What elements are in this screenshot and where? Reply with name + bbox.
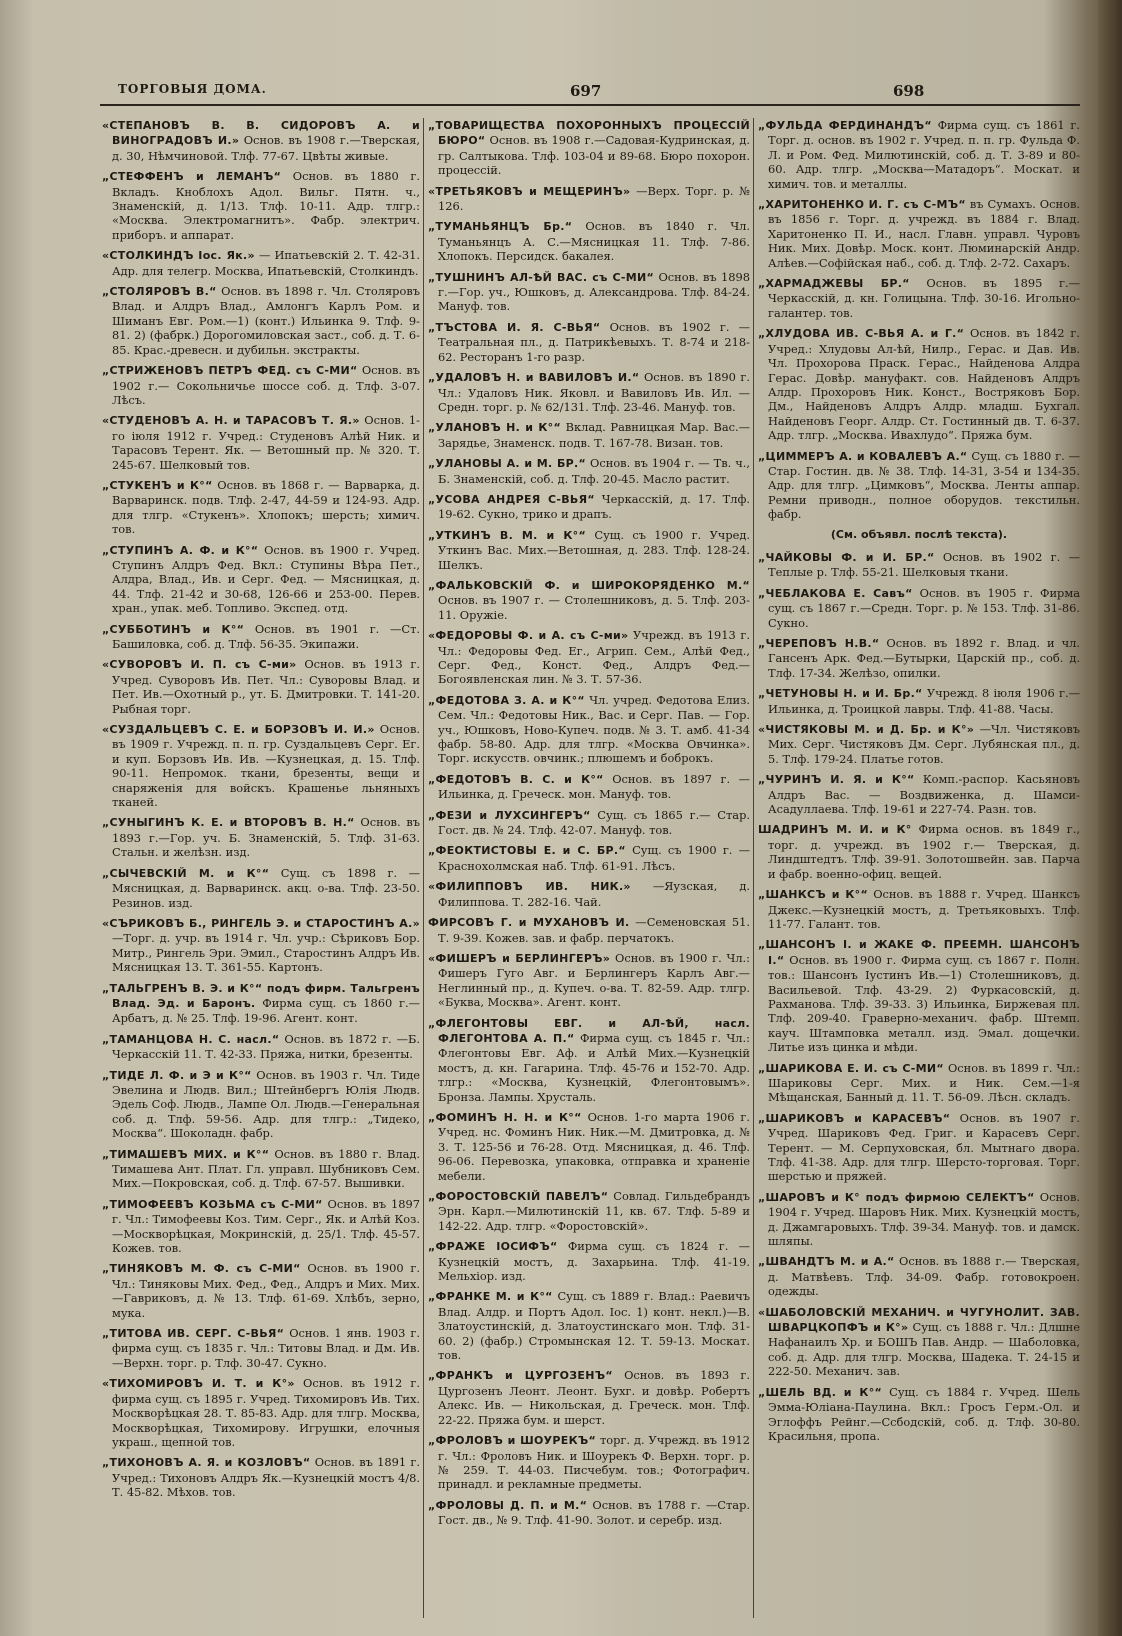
firm-details: Основ. въ 1900 г. Учред. Ступинъ Алдръ Фед. Вкл.: Ступины Вѣра Пет., Алдра, Влад., Ив. и Серг. Фед. — Мясницкая, д. 44. Тлф. 21-42 и 30-68, 126-66 и 253-00. Перев. хран., упак. меб. Топливо. Экспед. отд. [112,542,420,616]
directory-entry [102,722,420,809]
firm-details: —Торг. д. учр. въ 1914 г. Чл. учр.: Сѣриковъ Бор. Митр., Рингель Эри. Эмил., Старостинъ Алдръ Ив. Мясницкая 13. Т. 361-55. Картонъ. [112,931,420,975]
firm-name: „ТАЛЬГРЕНЪ В. Э. и К°“ подъ фирм. Тальгренъ Влад. Эд. и Баронъ. [102,981,420,1010]
firm-details: Основ. въ 1897 г. Чл.: Тимофеевы Коз. Тим. Серг., Як. и Алѣй Коз.—Москворѣцкая, Мокринскій, д. 25/1. Тлф. 45-57. Кожев. тов. [112,1196,420,1256]
directory-entry [428,528,750,572]
directory-entry [428,808,750,838]
directory-entry [428,951,750,1010]
firm-name: «ФЕДОРОВЫ Ф. и А. съ С-ми» [428,629,629,643]
firm-details: Сущ. съ 1900 г. —Краснохолмская наб. Тлф. 61-91. Лѣсъ. [438,843,750,873]
directory-entry [758,1111,1080,1184]
firm-details: Комп.-распор. Касьяновъ Алдръ Вас. — Воздвиженка, д. Шамси-Асадуллаева. Тлф. 19-61 и 227-74. Разн. тов. [768,772,1080,817]
directory-entry [102,413,420,472]
firm-name: „ХАРМАДЖЕВЫ БР.“ [758,277,910,291]
firm-details: Сущ. съ 1898 г. —Мясницкая, д. Варваринск. акц. о-ва. Тлф. 23-50. Резинов. изд. [112,865,420,910]
firm-details: Основ. въ 1895 г.— Черкасскій, д. кн. Голицына. Тлф. 30-16. Игольно-галантер. тов. [768,276,1080,320]
firm-details: Основ. въ 1840 г. Чл. Туманьянцъ А. С.—Мясницкая 11. Тлф. 7-86. Хлопокъ. Персидск. бакалея. [438,219,750,264]
firm-name: „ТИХОНОВЪ А. Я. и КОЗЛОВЪ“ [102,1456,311,1470]
firm-details: Основ. въ 1898 г. Чл. Столяровъ Влад. и Алдръ Влад., Амлонгъ Карлъ Ром. и Шиманъ Евг. Ром.—1) (конт.) Ильинка 9. Тлф. 9-81. 2) (фабрк.) Дорогомиловская заст., соб. д. Т. 6-85. Крас.-древесн. и дубильн. экстракты. [112,284,420,357]
firm-details: Совлад. Гильдебрандъ Эрн. Карл.—Милютинскій 11, кв. 67. Тлф. 5-89 и 142-22. Адр. тлгр. «Форостовскій». [438,1189,750,1233]
directory-entry [102,118,420,163]
firm-details: Основ. въ 1893 г. Цургозенъ Леонт. Леонт. Бухг. и довѣр. Робертъ Алекс. Ив. — Никольская, д. Греческ. мон. Тлф. 22-22. Пряжа бум. и шерст. [438,1368,750,1427]
firm-details: Основ. въ 1900 г. Чл.: Фишеръ Гуго Авг. и Берлингеръ Карлъ Авг.— Неглинный пр., д. Купеч. о-ва. Т. 82-59. Адр. тлгр. «Буква, Москва». Агент. конт. [438,950,750,1010]
directory-entry [428,1189,750,1233]
firm-name: «ТРЕТЬЯКОВЪ и МЕЩЕРИНЪ» [428,184,631,198]
firm-name: „ФЕДОТОВА З. А. и К°“ [428,693,585,707]
directory-entry [428,118,750,178]
firm-details: Основ. въ 1904 г. — Тв. ч., Б. Знаменскій, соб. д. Тлф. 20-45. Масло растит. [438,456,750,486]
firm-details: Сущ. съ 1880 г. — Стар. Гостин. дв. № 38. Тлф. 14-31, 3-54 и 134-35. Адр. для тлгр. „Цимковъ“, Москва. Ленты аппар. Ремни приводн., полное оборудов. текстильн. фабр. [768,448,1080,522]
firm-name: ФИРСОВЪ Г. и МУХАНОВЪ И. [428,916,630,930]
directory-entry [758,276,1080,320]
directory-entry [102,169,420,242]
directory-entry [428,578,750,622]
firm-name: „ТИДЕ Л. Ф. и Э и К°“ [102,1068,252,1082]
firm-details: Основ. въ 1892 г. Влад. и чл. Гансенъ Арк. Фед.—Бутырки, Царскій пр., соб. д. Тлф. 17-34. Желѣзо, опилки. [768,636,1080,680]
page-number-right: 698 [893,82,925,100]
firm-name: „ХАРИТОНЕНКО И. Г. съ С-МЪ“ [758,198,966,212]
firm-name: „ТУШНИНЪ АЛ-ѢЙ ВАС. съ С-МИ“ [428,270,655,284]
firm-details: Фирма сущ. съ 1860 г.—Арбатъ, д. № 25. Тлф. 19-96. Агент. конт. [112,995,420,1026]
firm-details: Основ. 1904 г. Учред. Шаровъ Ник. Мих. Кузнецкій мостъ, д. Джамгаровыхъ. Тлф. 39-34. Мануф. тов. и дамск. шляпы. [768,1189,1080,1249]
firm-name: „ФРАНКЕ М. и К°“ [428,1290,553,1304]
firm-name: „ТИМАШЕВЪ МИХ. и К°“ [102,1147,270,1161]
firm-name: „СТРИЖЕНОВЪ ПЕТРЪ ФЕД. съ С-МИ“ [102,364,358,378]
firm-name: «ТИХОМИРОВЪ И. Т. и К°» [102,1377,295,1391]
firm-name: «СУВОРОВЪ И. П. съ С-ми» [102,658,297,672]
firm-name: „ТАМАНЦОВА Н. С. насл.“ [102,1032,280,1046]
firm-name: „ЧЕБЛАКОВА Е. Савъ“ [758,586,913,600]
firm-name: „ТОВАРИЩЕСТВА ПОХОРОННЫХЪ ПРОЦЕССІЙ БЮРО“ [428,119,750,148]
directory-entry [102,478,420,537]
directory-entry [428,420,750,450]
firm-name: «СУЗДАЛЬЦЕВЪ С. Е. и БОРЗОВЪ И. И.» [102,723,375,737]
firm-name: „ФРАЖЕ ІОСИФЪ“ [428,1240,558,1254]
directory-entry [758,636,1080,680]
directory-entry [758,887,1080,931]
firm-details: Фирма сущ. съ 1824 г. —Кузнецкій мостъ, д. Захарьина. Тлф. 41-19. Мельхіор. изд. [438,1239,750,1284]
directory-entry [758,1061,1080,1105]
firm-name: „ШАНСОНЪ І. и ЖАКЕ Ф. ПРЕЕМН. ШАНСОНЪ І.“ [758,938,1080,967]
firm-name: ШАДРИНЪ М. И. и К° [758,823,912,837]
directory-entry [102,1032,420,1062]
firm-name: „УТКИНЪ В. М. и К°“ [428,528,586,542]
firm-name: „УЛАНОВЫ А. и М. БР.“ [428,457,587,471]
firm-details: Основ. въ 1888 г. Учред. Шанксъ Джекс.—Кузнецкій мостъ, д. Третьяковыхъ. Тлф. 11-77. Галант. тов. [768,887,1080,931]
directory-entry [428,1239,750,1283]
firm-name: «ЧИСТЯКОВЫ М. и Д. Бр. и К°» [758,723,975,737]
firm-name: „ТИТОВА ИВ. СЕРГ. С-ВЬЯ“ [102,1327,285,1341]
firm-name: «СТОЛКИНДЪ Іос. Як.» [102,249,255,263]
column-divider [753,118,754,1618]
directory-entry [428,456,750,486]
firm-name: „УДАЛОВЪ Н. и ВАВИЛОВЪ И.“ [428,371,640,385]
firm-name: „УЛАНОВЪ Н. и К°“ [428,421,562,435]
firm-details: Основ. 1-го іюля 1912 г. Учред.: Студеновъ Алѣй Ник. и Тарасовъ Терент. Як. — Ветошный пр. № 320. Т. 245-67. Шелковый тов. [112,413,420,472]
firm-name: „ФЕОКТИСТОВЫ Е. и С. БР.“ [428,844,626,858]
firm-name: „ФАЛЬКОВСКІЙ Ф. и ШИРОКОРЯДЕНКО М.“ [428,578,750,592]
firm-details: въ Сумахъ. Основ. въ 1856 г. Торг. д. учрежд. въ 1884 г. Влад. Харитоненко П. И., насл. Главн. управл. Чуровъ Ник. Мих. Довѣр. Моск. конт. Люминарскій Андр. Алѣев.—Софійская наб., соб. д. Тлф. 2-72. Сахаръ. [768,197,1080,270]
firm-details: Основ. въ 1900 г. Фирма сущ. съ 1867 г. Полн. тов.: Шансонъ Іустинъ Ив.—1) Столешниковъ, д. Васильевой. Тлф. 43-29. 2) Фуркасовскій, д. Рахманова. Тлф. 39-33. 3) Ильинка, Биржевая пл. Тлф. 209-40. Граверно-механич. фабр. Штемп. кауч. Штамповка металл. изд. Эмал. дощечки. Литье изъ цинка и мѣди. [768,952,1080,1055]
page-number-left: 697 [570,82,602,100]
firm-details: Вклад. Равницкая Мар. Вас.—Зарядье, Знаменск. подв. Т. 167-78. Визан. тов. [438,420,750,450]
firm-details: Основ. въ 1842 г. Учред.: Хлудовы Ал-ѣй, Нилр., Герас. и Дав. Ив. Чл. Прохорова Праск. Герас., Найденова Алдра Герас. Довѣр. мануфакт. сов. Найденовъ Алдръ Алдр. Прохоровъ Ник. Конст., Востряковъ Бор. Дм., Найденовъ Алдръ Алдр. младш. Бухгал. Найденовъ Георг. Алдр. Ст. Гостинный дв. Т. 6-37. Адр. тлгр. „Москва. Ивахлудо“. Пряжа бум. [768,326,1080,443]
firm-details: Основ. въ 1912 г. фирма сущ. съ 1895 г. Учред. Тихомировъ Ив. Тих. Москворѣцкая 28. Т. 85-83. Адр. для тлгр. Москва, Москворѣцкая, Тихомирову. Игрушки, елочныя украш., щепной тов. [112,1376,420,1449]
directory-entry [428,772,750,802]
firm-details: Основ. въ 1891 г. Учред.: Тихоновъ Алдръ Як.—Кузнецкій мостъ 4/8. Т. 45-82. Мѣхов. тов. [112,1455,420,1500]
firm-details: Основ. въ 1888 г.— Тверская, д. Матвѣевъ. Тлф. 34-09. Фабр. готовокроен. одежды. [768,1254,1080,1299]
firm-details: Основ. въ 1897 г. —Ильинка, д. Греческ. мон. Мануф. тов. [438,771,750,802]
firm-name: „СТУКЕНЪ и К°“ [102,478,213,492]
directory-entry [102,1147,420,1191]
firm-details: —Яузская, д. Филиппова. Т. 282-16. Чай. [438,879,750,909]
directory-entry [758,1385,1080,1444]
directory-entry [428,184,750,214]
firm-details: Основ. въ 1902 г. — Теплые р. Тлф. 55-21. Шелковыя ткани. [768,549,1080,580]
firm-name: „ФЕЗИ и ЛУХСИНГЕРЪ“ [428,808,591,822]
firm-name: „СТОЛЯРОВЪ В.“ [102,285,217,299]
firm-details: Основ. въ 1880 г. Вкладъ. Кноблохъ Адол. Вильг. Пятн. ч., Знаменскій, д. 1/13. Тлф. 10-11. Адр. тлгр.: «Москва. Электромагнитъ». Фабр. электрич. приборъ. и аппарат. [112,169,420,242]
firm-name: „ШЕЛЬ ВД. и К°“ [758,1385,883,1399]
book-binding [1098,0,1122,1636]
firm-details: Основ. въ 1898 г.—Гор. уч., Юшковъ, д. Александрова. Тлф. 84-24. Мануф. тов. [438,269,750,314]
directory-entry [428,843,750,873]
directory-entry [102,1455,420,1499]
firm-details: Основ. въ 1788 г. —Стар. Гост. дв., № 9. Тлф. 41-90. Золот. и серебр. изд. [438,1497,750,1528]
directory-entry [428,915,750,945]
firm-details: Основ. 1 янв. 1903 г. фирма сущ. съ 1835 г. Чл.: Титовы Влад. и Дм. Ив.—Верхн. торг. р. Тлф. 30-47. Сукно. [112,1326,420,1370]
directory-entry [428,1368,750,1427]
firm-name: „ТЪСТОВА И. Я. С-ВЬЯ“ [428,320,601,334]
directory-entry [102,248,420,278]
firm-name: «ШАБОЛОВСКІЙ МЕХАНИЧ. и ЧУГУНОЛИТ. ЗАВ. ШВАРЦКОПФЪ и К°» [758,1305,1080,1335]
header-rule [100,104,1080,106]
directory-entry [428,1433,750,1492]
firm-name: „ФЛЕГОНТОВЫ ЕВГ. и АЛ-ѢЙ, насл. ФЛЕГОНТОВА А. П.“ [428,1016,750,1045]
firm-details: Основ. въ 1908 г.—Тверская, д. 30, Нѣмчиновой. Тлф. 77-67. Цвѣты живые. [112,133,420,163]
firm-name: „ЦИММЕРЪ А. и КОВАЛЕВЪ А.“ [758,449,968,463]
directory-entry [102,284,420,357]
directory-entry [428,1498,750,1528]
firm-name: „ТИМОФЕЕВЪ КОЗЬМА съ С-МИ“ [102,1197,323,1211]
directory-entry [758,586,1080,630]
firm-details: Основ. въ 1872 г. —Б. Черкасскій 11. Т. 42-33. Пряжа, нитки, брезенты. [112,1031,420,1062]
firm-details: Основ. въ 1913 г. Учред. Суворовъ Ив. Пет. Чл.: Суворовы Влад. и Пет. Ив.—Охотный р., ут. Б. Дмитровки. Т. 141-20. Рыбная торг. [112,657,420,716]
firm-details: Основ. въ 1900 г. Чл.: Тиняковы Мих. Фед., Фед., Алдръ и Мих. Мих.—Гавриковъ, д. № 13. Тлф. 61-69. Хлѣбъ, зерно, мука. [112,1261,420,1320]
firm-details: Фирма основ. въ 1849 г., торг. д. учрежд. въ 1902 г.— Тверская, д. Линдштедтъ. Тлф. 39-91. Золотошвейн. зав. Парча и фабр. военно-офиц. вещей. [768,822,1080,881]
directory-entry [102,657,420,716]
firm-name: «ФИШЕРЪ и БЕРЛИНГЕРЪ» [428,951,611,965]
directory-entry [102,981,420,1026]
firm-name: „ФРОЛОВЫ Д. П. и М.“ [428,1498,588,1512]
firm-details: Сущ. съ 1884 г. Учред. Шель Эмма-Юліана-Паулина. Вкл.: Гросъ Герм.-Ол. и Эглоффъ Рейнг.—Ссбодскій, соб. д. Тлф. 30-80. Красильня, пропа. [768,1384,1080,1443]
column-divider [423,118,424,1618]
firm-details: Сущ. съ 1900 г. Учред. Уткинъ Вас. Мих.—Ветошная, д. 283. Тлф. 128-24. Шелкъ. [438,527,750,572]
directory-entry [102,1376,420,1449]
directory-entry [102,916,420,975]
running-head: ТОРГОВЫЯ ДОМА. [118,82,267,96]
firm-name: „ЧЕТУНОВЫ Н. и И. Бр.“ [758,687,923,701]
directory-entry [758,822,1080,881]
directory-entry [428,1289,750,1362]
directory-entry [102,815,420,859]
firm-name: „ТИНЯКОВЪ М. Ф. съ С-МИ“ [102,1262,301,1276]
directory-entry [428,370,750,414]
firm-details: Учрежд. 8 іюля 1906 г.—Ильинка, д. Троицкой лавры. Тлф. 41-88. Часы. [768,686,1080,716]
firm-name: „ШАРИКОВЪ и КАРАСЕВЪ“ [758,1111,951,1125]
directory-entry [758,722,1080,766]
firm-details: —Верх. Торг. р. № 126. [438,183,750,214]
firm-details: Основ. въ 1880 г. Влад. Тимашева Ант. Плат. Гл. управл. Шубниковъ Сем. Мих.—Покровская, соб. д. Тлф. 67-57. Вышивки. [112,1146,420,1191]
directory-entry [428,219,750,263]
firm-details: Черкасскій, д. 17. Тлф. 19-62. Сукно, трико и драпъ. [438,491,750,522]
firm-name: „ЧУРИНЪ И. Я. и К°“ [758,773,915,787]
firm-details: Основ. въ 1902 г. —Театральная пл., д. Патрикѣевыхъ. Т. 8-74 и 218-62. Ресторанъ 1-го разр. [438,319,750,364]
directory-entry [758,550,1080,580]
firm-details: Основ. въ 1890 г. Чл.: Удаловъ Ник. Яковл. и Вавиловъ Ив. Ил. — Средн. торг. р. № 62/131. Тлф. 23-46. Мануф. тов. [438,370,750,414]
directory-entry [428,1110,750,1183]
directory-entry [102,1261,420,1320]
column-3 [758,118,1080,1618]
directory-entry [102,1068,420,1141]
firm-details: Сущ. съ 1865 г.— Стар. Гост. дв. № 24. Тлф. 42-07. Мануф. тов. [438,807,750,838]
firm-details: Основ. въ 1907 г. — Столешниковъ, д. 5. Тлф. 203-11. Оружіе. [438,593,750,622]
directory-entry [758,118,1080,191]
directory-entry [758,1254,1080,1298]
firm-name: „ШАНКСЪ и К°“ [758,888,869,902]
firm-details: Фирма сущ. съ 1861 г. Торг. д. основ. въ 1902 г. Учред. п. п. гр. Фульда Ф. Л. и Ром. Фед. Милютинскій, соб. д. Т. 3-89 и 80-60. Адр. тлгр. „Москва—Матадоръ“. Москат. и химич. тов. и металлы. [768,118,1080,191]
firm-details: Основ. въ 1905 г. Фирма сущ. съ 1867 г.—Средн. Торг. р. № 153. Тлф. 31-86. Сукно. [768,585,1080,630]
firm-details: торг. д. Учрежд. въ 1912 г. Чл.: Фроловъ Ник. и Шоурекъ Ф. Верхн. торг. р. № 259. Т. 44-03. Писчебум. тов.; Фотографич. принадл. и рекламные предметы. [438,1433,750,1492]
directory-entry [428,492,750,522]
firm-details: Сущ. съ 1888 г. Чл.: Длшне Нафанаилъ Хр. и БОШЪ Пав. Андр. — Шаболовка, соб. д. Адр. для тлгр. Москва, Шадека. Т. 24-15 и 222-50. Механич. зав. [768,1320,1080,1379]
firm-details: Основ. въ 1893 г.—Гор. уч. Б. Знаменскій, 5. Тлф. 31-63. Стальн. и желѣзн. изд. [112,815,420,860]
directory-entry [758,1305,1080,1379]
firm-name: „УСОВА АНДРЕЯ С-ВЬЯ“ [428,492,595,506]
firm-name: „СТУПИНЪ А. Ф. и К°“ [102,543,259,557]
firm-details: — Ипатьевскій 2. Т. 42-31. Адр. для телегр. Москва, Ипатьевскій, Столкиндъ. [112,248,420,278]
firm-name: „ШАРОВЪ и К° подъ фирмою СЕЛЕКТЪ“ [758,1190,1035,1204]
firm-name: „ЧАЙКОВЫ Ф. и И. БР.“ [758,550,935,564]
firm-details: Основ. въ 1909 г. Учрежд. п. п. гр. Суздальцевъ Серг. Ег. и куп. Борзовъ Ив. Ив. —Кузнецкая, д. 15. Тлф. 90-11. Непромок. ткани, брезенты, вещи и снаряженія для войскъ. Крашенье льняныхъ тканей. [112,722,420,810]
directory-entry [428,879,750,909]
directory-entry [102,363,420,407]
firm-name: „ТУМАНЬЯНЦЪ Бр.“ [428,220,573,234]
directory-entry [428,320,750,364]
firm-details: Учрежд. въ 1913 г. Чл.: Федоровы Фед. Ег., Агрип. Сем., Алѣй Фед., Серг. Фед., Конст. Фед., Алдръ Фед.—Богоявленская лин. № 3. Т. 57-36. [438,628,750,687]
firm-details: Основ. 1-го марта 1906 г. Учред. нс. Фоминъ Ник. Ник.—М. Дмитровка, д. № 3. Т. 125-56 и 76-28. Отд. Мясницкая, д. 46. Тлф. 96-06. Перевозка, упаковка, отправка и храненіе мебели. [438,1109,750,1183]
firm-details: —Семеновская 51. Т. 9-39. Кожев. зав. и фабр. перчатокъ. [438,915,750,945]
advert-note: (См. объявл. послѣ текста). [830,527,1008,541]
directory-entry [758,449,1080,522]
firm-details: Основ. въ 1903 г. Чл. Тиде Эвелина и Людв. Вил.; Штейнбергъ Юлія Людв. Эдель Соф. Людв., Лампе Ол. Людв.—Генеральная соб. д. Тлф. 59-56. Адр. для тлгр.: „Тидеко, Москва“. Шоколадн. фабр. [112,1067,420,1141]
firm-details: Основ. въ 1902 г.— Сокольничье шоссе соб. д. Тлф. 3-07. Лѣсъ. [112,363,420,407]
directory-entry [102,1197,420,1256]
firm-name: „ФОМИНЪ Н. Н. и К°“ [428,1110,582,1124]
directory-entry [102,1326,420,1370]
directory-entry [428,693,750,766]
firm-name: „СЫЧЕВСКІЙ М. и К°“ [102,866,270,880]
firm-details: Основ. въ 1908 г.—Садовая-Кудринская, д. гр. Салтыкова. Тлф. 103-04 и 89-68. Бюро похорон. процессій. [438,133,750,178]
directory-entry [758,197,1080,270]
firm-details: Сущ. съ 1889 г. Влад.: Раевичъ Влад. Алдр. и Портъ Адол. Іос. 1) конт. некл.)—В. Златоустинскій, д. Златоустинскаго мон. Тлф. 31-60. 2) (фабр.) Стромынская 12. Т. 59-13. Москат. тов. [438,1289,750,1363]
firm-name: „СУНЫГИНЪ К. Е. и ВТОРОВЪ В. Н.“ [102,816,355,830]
firm-name: „ЧЕРЕПОВЪ Н.В.“ [758,637,880,650]
firm-name: „ШАРИКОВА Е. И. съ С-МИ“ [758,1061,944,1075]
column-2 [428,118,750,1618]
firm-name: „ФУЛЬДА ФЕРДИНАНДЪ“ [758,119,932,132]
firm-name: „ФРОЛОВЪ и ШОУРЕКЪ“ [428,1434,597,1448]
firm-name: «СТЕПАНОВЪ В. В. СИДОРОВЪ А. и ВИНОГРАДОВЪ И.» [102,119,420,148]
directory-entry [102,866,420,910]
firm-details: —Чл. Чистяковъ Мих. Серг. Чистяковъ Дм. Серг. Лубянская пл., д. 5. Тлф. 179-24. Платье готов. [768,722,1080,766]
firm-name: „ХЛУДОВА ИВ. С-ВЬЯ А. и Г.“ [758,327,965,341]
firm-name: «СЪРИКОВЪ Б., РИНГЕЛЬ Э. и СТАРОСТИНЪ А.» [102,916,420,930]
directory-entry [758,686,1080,716]
firm-name: „СУББОТИНЪ и К°“ [102,622,245,636]
firm-name: „ФРАНКЪ и ЦУРГОЗЕНЪ“ [428,1369,613,1383]
firm-details: Чл. учред. Федотова Елиз. Сем. Чл.: Федотовы Ник., Вас. и Серг. Пав. — Гор. уч., Юшковъ, Ново-Купеч. подв. № 3. Т. амб. 41-34 фабр. 58-80. Адр. для тлгр. «Москва Овчинка». Торг. искусств. овчинк.; плюшемъ и боброкъ. [438,692,750,766]
firm-name: «ФИЛИППОВЪ ИВ. НИК.» [428,880,631,894]
firm-name: „ФОРОСТОВСКІЙ ПАВЕЛЪ“ [428,1190,609,1203]
firm-details: Основ. въ 1901 г. —Ст. Башиловка, соб. д. Тлф. 56-35. Экипажи. [112,621,420,651]
directory-entry [758,1190,1080,1249]
firm-details: Основ. въ 1868 г. — Варварка, д. Варваринск. подв. Тлф. 2-47, 44-59 и 124-93. Адр. для тлгр. «Стукенъ». Хлопокъ; шерсть; химич. тов. [112,477,420,537]
directory-entry [428,628,750,687]
firm-name: „ШВАНДТЪ М. и А.“ [758,1255,895,1269]
firm-details: Основ. въ 1899 г. Чл.: Шариковы Серг. Мих. и Ник. Сем.—1-я Мѣщанская, Банный д. 11. Т. 56-09. Лѣсн. складъ. [768,1060,1080,1105]
directory-entry [758,326,1080,442]
firm-name: «СТУДЕНОВЪ А. Н. и ТАРАСОВЪ Т. Я.» [102,414,360,428]
directory-entry [102,543,420,616]
directory-entry [428,1016,750,1104]
directory-entry [102,622,420,652]
firm-details: Основ. въ 1907 г. Учред. Шариковъ Фед. Григ. и Карасевъ Серг. Терент. — М. Серпуховская, бл. Мытнаго двора. Тлф. 41-38. Адр. для тлгр. Шерсто-торговая. Торг. шерстью и пряжей. [768,1110,1080,1184]
directory-entry [428,270,750,314]
firm-name: „ФЕДОТОВЪ В. С. и К°“ [428,772,604,786]
directory-entry [758,937,1080,1054]
firm-name: „СТЕФФЕНЪ и ЛЕМАНЪ“ [102,170,282,184]
column-1 [102,118,420,1618]
directory-entry [758,772,1080,816]
firm-details: Фирма сущ. съ 1845 г. Чл.: Флегонтовы Евг. Аф. и Алѣй Мих.—Кузнецкій мостъ, д. кн. Гагарина. Тлф. 45-76 и 152-70. Адр. тлгр.: «Москва, Кузнецкій, Флегонтовымъ». Бронза. Лампы. Хрусталь. [438,1030,750,1104]
